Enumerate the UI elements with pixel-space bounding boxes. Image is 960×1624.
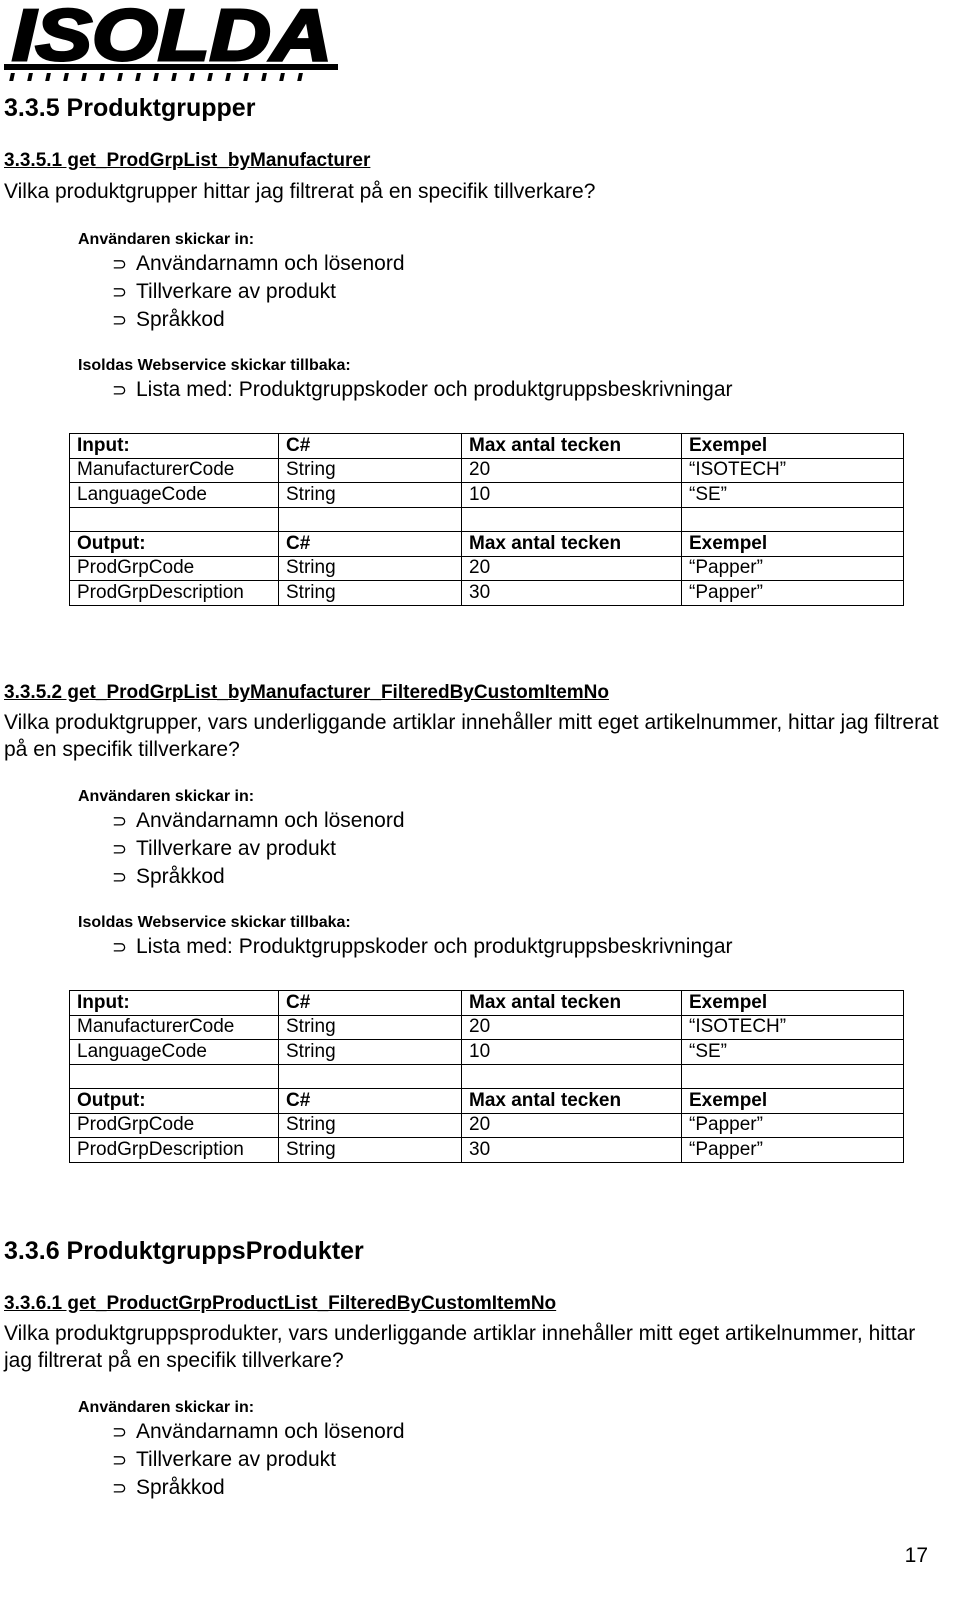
sends-label: Användaren skickar in:: [78, 788, 255, 805]
list-item: ⊃ Språkkod: [112, 863, 405, 891]
table-spacer-row: [70, 507, 904, 532]
bullet-icon: ⊃: [112, 380, 128, 400]
table-row: ProdGrpCode String 20 “Papper”: [70, 1113, 904, 1138]
list-item: ⊃ Språkkod: [112, 1474, 405, 1502]
sends-label: Användaren skickar in:: [78, 231, 255, 248]
list-item: ⊃ Tillverkare av produkt: [112, 835, 405, 863]
returns-list: [112, 933, 733, 961]
table-row: ProdGrpDescription String 30 “Papper”: [70, 581, 904, 606]
subsection-title: 3.3.6.1 get_ProductGrpProductList_FilteredByCustomItemNo: [4, 1293, 557, 1314]
bullet-icon: ⊃: [112, 867, 128, 887]
sends-label: Användaren skickar in:: [78, 1399, 255, 1416]
sends-list: [112, 1418, 405, 1502]
bullet-icon: ⊃: [112, 937, 128, 957]
isolda-logo: [4, 2, 338, 82]
table-header-row: Input: C# Max antal tecken Exempel: [70, 434, 904, 459]
table-header-row: Output: C# Max antal tecken Exempel: [70, 1089, 904, 1114]
list-item: ⊃ Språkkod: [112, 306, 405, 334]
table-header-row: Input: C# Max antal tecken Exempel: [70, 991, 904, 1016]
question-text: Vilka produktgrupper, vars underliggande artiklar innehåller mitt eget artikelnummer, hittar jag filtrerat på en specifik tillverkare?: [4, 711, 939, 761]
bullet-icon: ⊃: [112, 811, 128, 831]
returns-list: [112, 376, 733, 404]
bullet-icon: ⊃: [112, 310, 128, 330]
table-header-row: Output: C# Max antal tecken Exempel: [70, 532, 904, 557]
list-item: ⊃ Tillverkare av produkt: [112, 278, 405, 306]
section-heading: 3.3.6 ProduktgruppsProdukter: [4, 1237, 364, 1265]
list-item: ⊃ Tillverkare av produkt: [112, 1446, 405, 1474]
bullet-icon: ⊃: [112, 282, 128, 302]
table-row: ManufacturerCode String 20 “ISOTECH”: [70, 458, 904, 483]
question-text: Vilka produktgrupper hittar jag filtrerat på en specifik tillverkare?: [4, 180, 596, 203]
table-row: ProdGrpDescription String 30 “Papper”: [70, 1138, 904, 1163]
table-row: ProdGrpCode String 20 “Papper”: [70, 556, 904, 581]
table-row: LanguageCode String 10 “SE”: [70, 483, 904, 508]
list-item: ⊃ Lista med: Produktgruppskoder och produktgruppsbeskrivningar: [112, 376, 733, 404]
returns-label: Isoldas Webservice skickar tillbaka:: [78, 914, 351, 931]
parameter-table: [69, 990, 904, 1163]
table-row: ManufacturerCode String 20 “ISOTECH”: [70, 1015, 904, 1040]
bullet-icon: ⊃: [112, 839, 128, 859]
bullet-icon: ⊃: [112, 1450, 128, 1470]
sends-list: [112, 250, 405, 334]
list-item: ⊃ Användarnamn och lösenord: [112, 1418, 405, 1446]
list-item: ⊃ Användarnamn och lösenord: [112, 807, 405, 835]
table-spacer-row: [70, 1064, 904, 1089]
section-heading: 3.3.5 Produktgrupper: [4, 94, 256, 122]
subsection-title: 3.3.5.1 get_ProdGrpList_byManufacturer: [4, 150, 371, 171]
page-number: 17: [904, 1544, 928, 1567]
svg-text:ISOLDA: ISOLDA: [12, 2, 332, 76]
parameter-table: [69, 433, 904, 606]
list-item: ⊃ Användarnamn och lösenord: [112, 250, 405, 278]
list-item: ⊃ Lista med: Produktgruppskoder och produktgruppsbeskrivningar: [112, 933, 733, 961]
sends-list: [112, 807, 405, 891]
returns-label: Isoldas Webservice skickar tillbaka:: [78, 357, 351, 374]
subsection-title: 3.3.5.2 get_ProdGrpList_byManufacturer_FilteredByCustomItemNo: [4, 682, 609, 703]
bullet-icon: ⊃: [112, 254, 128, 274]
table-row: LanguageCode String 10 “SE”: [70, 1040, 904, 1065]
bullet-icon: ⊃: [112, 1422, 128, 1442]
question-text: Vilka produktgruppsprodukter, vars underliggande artiklar innehåller mitt eget artikelnummer, hittar jag filtrerat på en specifik tillverkare?: [4, 1322, 916, 1372]
bullet-icon: ⊃: [112, 1478, 128, 1498]
